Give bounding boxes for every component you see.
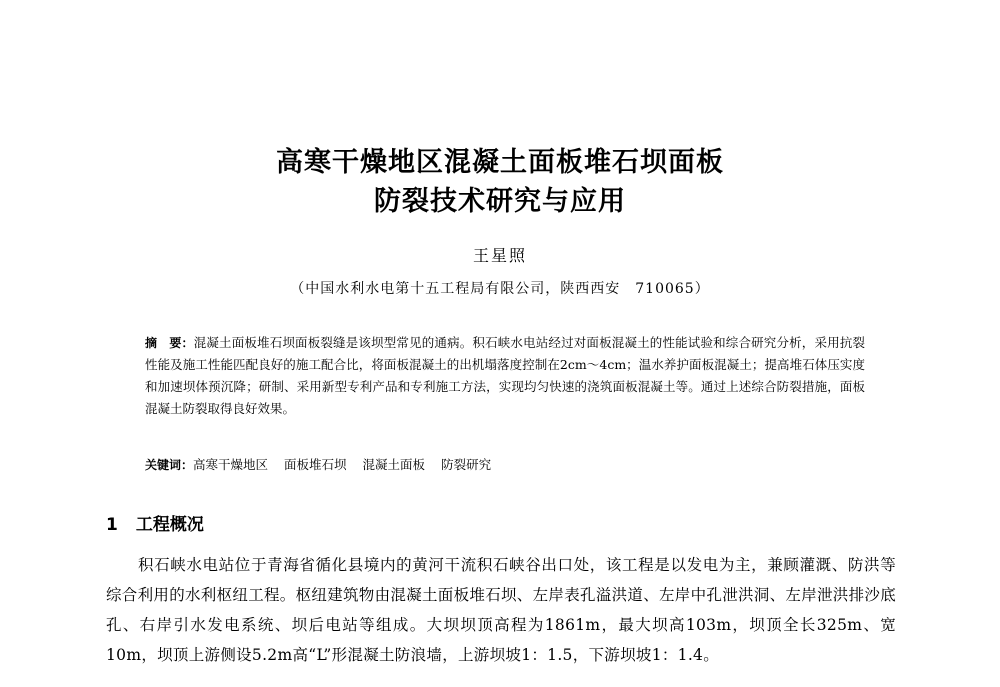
- keywords: [145, 455, 865, 475]
- keyword-item: 高寒干燥地区: [193, 457, 269, 472]
- keywords-label: 关键词：: [145, 458, 194, 472]
- paper-title-line-1: 高寒干燥地区混凝土面板堆石坝面板: [276, 147, 724, 178]
- section-title: 工程概况: [135, 515, 204, 535]
- abstract-text: 混凝土面板堆石坝面板裂缝是该坝型常见的通病。积石峡水电站经过对面板混凝土的性能试验和综合研究分析，采用抗裂性能及施工性能匹配良好的施工配合比，将面板混凝土的出机塌落度控制在2cm～4cm；温水养护面板混凝土；提高堆石体压实度和加速坝体预沉降；研制、采用新型专利产品和专利施工方法，实现均匀快速的浇筑面板混凝土等。通过上述综合防裂措施，面板混凝土防裂取得良好效果。: [145, 335, 865, 416]
- keyword-item: 混凝土面板: [362, 457, 426, 472]
- keyword-item: 防裂研究: [441, 457, 492, 472]
- abstract-label: 摘 要：: [145, 336, 194, 350]
- section-number: 1: [106, 515, 118, 535]
- paper-title-line-2: 防裂技术研究与应用: [374, 186, 626, 217]
- author-affiliation: （中国水利水电第十五工程局有限公司，陕西西安 710065）: [290, 281, 710, 297]
- author-name: 王星照: [472, 246, 527, 265]
- section-heading: [106, 514, 204, 536]
- keyword-item: 面板堆石坝: [284, 457, 347, 472]
- abstract: [145, 332, 865, 420]
- section-paragraph: 积石峡水电站位于青海省循化县境内的黄河干流积石峡谷出口处，该工程是以发电为主，兼顾灌溉、防洪等综合利用的水利枢纽工程。枢纽建筑物由混凝土面板堆石坝、左岸表孔溢洪道、左岸中孔泄洪洞、左岸泄洪排沙底孔、右岸引水发电系统、坝后电站等组成。大坝坝顶高程为1861m，最大坝高103m，坝顶全长325m、宽10m，坝顶上游侧设5.2m高“L”形混凝土防浪墙，上游坝坡1：1.5，下游坝坡1：1.4。: [106, 556, 897, 664]
